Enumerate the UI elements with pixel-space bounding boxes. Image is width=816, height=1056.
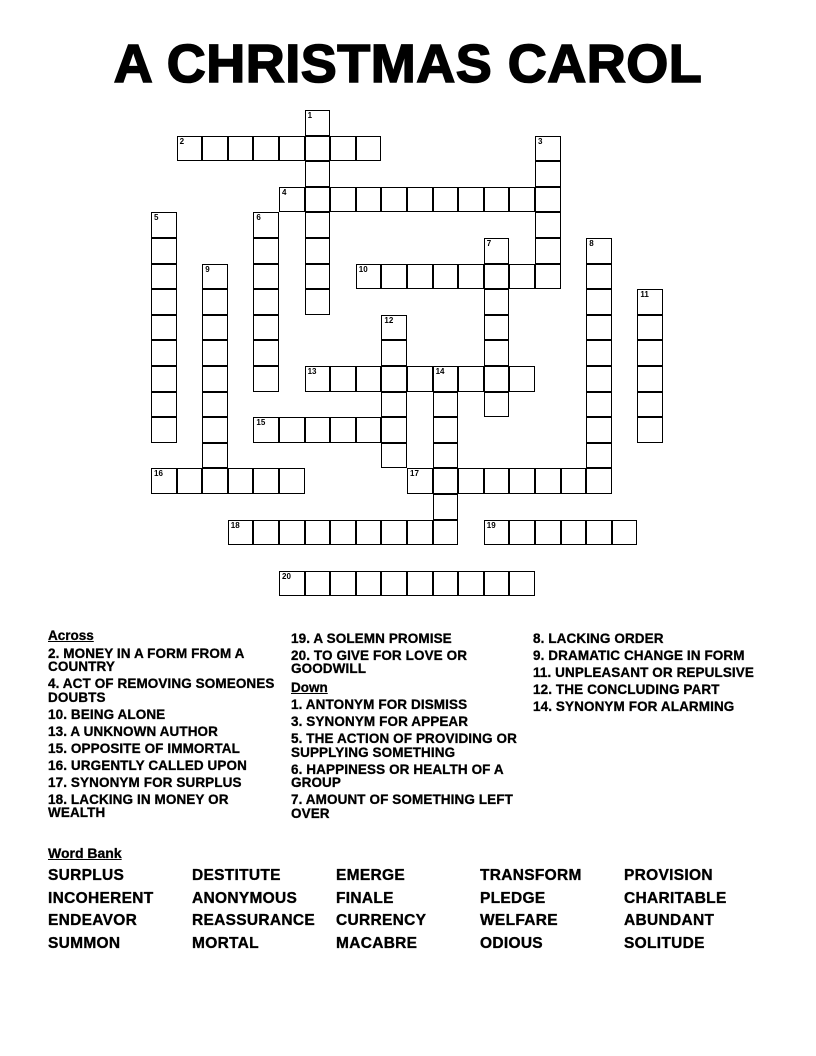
grid-cell[interactable] <box>253 520 279 546</box>
grid-cell[interactable] <box>535 212 561 238</box>
clue-item: 18. LACKING IN MONEY OR WEALTH <box>48 791 229 820</box>
grid-cell[interactable] <box>407 520 433 546</box>
grid-cell[interactable] <box>202 264 228 290</box>
grid-cell[interactable] <box>637 392 663 418</box>
grid-cell[interactable] <box>586 392 612 418</box>
clue-item: 15. OPPOSITE OF IMMORTAL <box>48 740 240 756</box>
word-bank-word: MORTAL <box>192 934 259 952</box>
grid-cell[interactable] <box>305 212 331 238</box>
clue-item: 19. A SOLEMN PROMISE <box>291 630 452 646</box>
clue-item: 1. ANTONYM FOR DISMISS <box>291 697 468 712</box>
grid-cell[interactable] <box>279 571 305 597</box>
word-bank-word: CHARITABLE <box>624 889 727 907</box>
grid-cell[interactable] <box>407 571 433 597</box>
clue-number: 9 <box>205 264 210 274</box>
clue-item: 16. URGENTLY CALLED UPON <box>48 757 247 773</box>
word-bank-word: DESTITUTE <box>192 867 281 884</box>
grid-cell[interactable] <box>381 187 407 213</box>
grid-cell[interactable] <box>586 264 612 290</box>
grid-cell[interactable] <box>509 571 535 597</box>
grid-cell[interactable] <box>305 366 331 392</box>
grid-cell[interactable] <box>305 417 331 443</box>
clue-item: 14. SYNONYM FOR ALARMING <box>533 698 735 714</box>
word-bank-word: SURPLUS <box>48 867 125 884</box>
word-bank-word: FINALE <box>336 889 394 907</box>
grid-cell[interactable] <box>433 468 459 494</box>
grid-cell[interactable] <box>535 161 561 187</box>
grid-cell[interactable] <box>484 315 510 341</box>
grid-cell[interactable] <box>151 417 177 443</box>
clue-item: 17. SYNONYM FOR SURPLUS <box>48 774 242 790</box>
grid-cell[interactable] <box>202 289 228 315</box>
grid-cell[interactable] <box>177 468 203 494</box>
grid-cell[interactable] <box>433 392 459 418</box>
grid-cell[interactable] <box>586 340 612 366</box>
grid-cell[interactable] <box>202 136 228 162</box>
grid-cell[interactable] <box>253 315 279 341</box>
clue-number: 19 <box>486 520 496 530</box>
word-bank-word: ODIOUS <box>480 934 543 952</box>
clue-number: 10 <box>358 264 368 274</box>
grid-cell[interactable] <box>433 366 459 392</box>
grid-cell[interactable] <box>637 315 663 341</box>
grid-cell[interactable] <box>202 315 228 341</box>
grid-cell[interactable] <box>381 264 407 290</box>
grid-cell[interactable] <box>279 468 305 494</box>
grid-cell[interactable] <box>509 520 535 546</box>
grid-cell[interactable] <box>484 392 510 418</box>
grid-cell[interactable] <box>177 136 203 162</box>
clue-item: 5. THE ACTION OF PROVIDING OR SUPPLYING SOMETHING <box>291 731 517 760</box>
grid-cell[interactable] <box>458 264 484 290</box>
grid-cell[interactable] <box>535 136 561 162</box>
grid-cell[interactable] <box>330 571 356 597</box>
grid-cell[interactable] <box>535 520 561 546</box>
clue-heading: Down <box>291 679 328 695</box>
grid-cell[interactable] <box>509 468 535 494</box>
grid-cell[interactable] <box>509 264 535 290</box>
grid-cell[interactable] <box>484 238 510 264</box>
grid-cell[interactable] <box>561 520 587 546</box>
clue-number: 18 <box>230 520 240 530</box>
grid-cell[interactable] <box>202 443 228 469</box>
clue-number: 16 <box>154 469 163 479</box>
clue-item: 20. TO GIVE FOR LOVE OR GOODWILL <box>291 647 468 676</box>
grid-cell[interactable] <box>535 468 561 494</box>
grid-cell[interactable] <box>228 520 254 546</box>
grid-cell[interactable] <box>407 468 433 494</box>
grid-cell[interactable] <box>253 212 279 238</box>
clue-item: 13. A UNKNOWN AUTHOR <box>48 723 218 739</box>
clue-number: 6 <box>256 213 261 223</box>
word-bank-word: SUMMON <box>48 934 121 952</box>
grid-cell[interactable] <box>330 187 356 213</box>
word-bank-word: SOLITUDE <box>624 934 705 952</box>
grid-cell[interactable] <box>279 187 305 213</box>
clue-item: 2. MONEY IN A FORM FROM A COUNTRY <box>48 645 245 674</box>
grid-cell[interactable] <box>586 443 612 469</box>
grid-cell[interactable] <box>381 571 407 597</box>
clue-number: 2 <box>179 136 185 146</box>
grid-cell[interactable] <box>151 289 177 315</box>
word-bank-word: TRANSFORM <box>480 867 582 884</box>
grid-cell[interactable] <box>509 187 535 213</box>
clue-item: 7. AMOUNT OF SOMETHING LEFT OVER <box>291 792 513 821</box>
grid-cell[interactable] <box>356 571 382 597</box>
clue-number: 20 <box>282 571 291 581</box>
grid-cell[interactable] <box>330 136 356 162</box>
grid-cell[interactable] <box>433 187 459 213</box>
grid-cell[interactable] <box>381 366 407 392</box>
clue-number: 13 <box>307 367 317 376</box>
grid-cell[interactable] <box>151 264 177 290</box>
word-bank-word: ENDEAVOR <box>48 912 138 929</box>
clue-number: 11 <box>640 290 649 300</box>
grid-cell[interactable] <box>381 443 407 469</box>
grid-cell[interactable] <box>356 264 382 290</box>
clue-item: 9. DRAMATIC CHANGE IN FORM <box>533 647 745 663</box>
clue-item: 10. BEING ALONE <box>48 706 166 722</box>
grid-cell[interactable] <box>586 366 612 392</box>
grid-cell[interactable] <box>586 417 612 443</box>
grid-cell[interactable] <box>356 366 382 392</box>
grid-cell[interactable] <box>305 110 331 136</box>
clue-number: 3 <box>538 136 543 146</box>
grid-cell[interactable] <box>151 366 177 392</box>
grid-cell[interactable] <box>279 417 305 443</box>
grid-cell[interactable] <box>253 417 279 443</box>
grid-cell[interactable] <box>458 187 484 213</box>
grid-cell[interactable] <box>151 392 177 418</box>
grid-cell[interactable] <box>151 238 177 264</box>
grid-cell[interactable] <box>586 468 612 494</box>
grid-cell[interactable] <box>458 468 484 494</box>
grid-cell[interactable] <box>484 468 510 494</box>
word-bank-word: MACABRE <box>336 934 418 952</box>
grid-cell[interactable] <box>356 417 382 443</box>
clue-item: 12. THE CONCLUDING PART <box>533 681 720 697</box>
clue-item: 8. LACKING ORDER <box>533 630 664 646</box>
grid-cell[interactable] <box>484 520 510 546</box>
grid-cell[interactable] <box>202 392 228 418</box>
grid-cell[interactable] <box>330 366 356 392</box>
grid-cell[interactable] <box>433 571 459 597</box>
grid-cell[interactable] <box>356 187 382 213</box>
clue-number: 15 <box>256 418 266 428</box>
grid-cell[interactable] <box>253 468 279 494</box>
grid-cell[interactable] <box>202 468 228 494</box>
clue-number: 14 <box>435 367 445 376</box>
grid-cell[interactable] <box>381 417 407 443</box>
grid-cell[interactable] <box>305 238 331 264</box>
grid-cell[interactable] <box>407 264 433 290</box>
clue-heading: Across <box>48 628 94 643</box>
clue-item: 4. ACT OF REMOVING SOMEONES DOUBTS <box>48 676 275 705</box>
grid-cell[interactable] <box>381 340 407 366</box>
grid-cell[interactable] <box>151 315 177 341</box>
word-bank-word: ABUNDANT <box>624 912 715 929</box>
grid-cell[interactable] <box>484 264 510 290</box>
grid-cell[interactable] <box>305 161 331 187</box>
clue-number: 1 <box>307 111 313 120</box>
word-bank-heading: Word Bank <box>48 845 122 861</box>
grid-cell[interactable] <box>484 571 510 597</box>
grid-cell[interactable] <box>433 520 459 546</box>
grid-cell[interactable] <box>586 315 612 341</box>
grid-cell[interactable] <box>535 187 561 213</box>
grid-cell[interactable] <box>279 136 305 162</box>
grid-cell[interactable] <box>253 289 279 315</box>
grid-cell[interactable] <box>561 468 587 494</box>
word-bank-word: PROVISION <box>624 867 713 884</box>
grid-cell[interactable] <box>433 443 459 469</box>
clue-column-2 <box>291 628 521 820</box>
grid-cell[interactable] <box>637 417 663 443</box>
clue-item: 3. SYNONYM FOR APPEAR <box>291 714 469 729</box>
word-bank-word: INCOHERENT <box>48 889 154 907</box>
clue-column-3 <box>533 628 763 713</box>
grid-cell[interactable] <box>356 136 382 162</box>
grid-cell[interactable] <box>381 315 407 341</box>
grid-cell[interactable] <box>202 366 228 392</box>
grid-cell[interactable] <box>433 417 459 443</box>
clue-number: 4 <box>282 187 287 197</box>
grid-cell[interactable] <box>612 520 638 546</box>
grid-cell[interactable] <box>509 366 535 392</box>
grid-cell[interactable] <box>305 520 331 546</box>
grid-cell[interactable] <box>433 264 459 290</box>
grid-cell[interactable] <box>458 366 484 392</box>
clue-number: 8 <box>589 239 594 248</box>
clue-item: 11. UNPLEASANT OR REPULSIVE <box>533 664 754 680</box>
grid-cell[interactable] <box>279 520 305 546</box>
grid-cell[interactable] <box>586 520 612 546</box>
grid-cell[interactable] <box>356 520 382 546</box>
grid-cell[interactable] <box>535 238 561 264</box>
word-bank-word: PLEDGE <box>480 889 546 907</box>
grid-cell[interactable] <box>202 417 228 443</box>
grid-cell[interactable] <box>484 187 510 213</box>
grid-cell[interactable] <box>330 520 356 546</box>
grid-cell[interactable] <box>253 340 279 366</box>
grid-cell[interactable] <box>458 571 484 597</box>
grid-cell[interactable] <box>253 264 279 290</box>
grid-cell[interactable] <box>228 136 254 162</box>
puzzle-title: A CHRISTMAS CAROL <box>113 34 703 94</box>
grid-cell[interactable] <box>637 289 663 315</box>
grid-cell[interactable] <box>381 520 407 546</box>
grid-cell[interactable] <box>305 571 331 597</box>
word-bank-word: ANONYMOUS <box>192 889 298 907</box>
grid-cell[interactable] <box>586 289 612 315</box>
grid-cell[interactable] <box>253 136 279 162</box>
grid-cell[interactable] <box>151 212 177 238</box>
grid-cell[interactable] <box>381 392 407 418</box>
grid-cell[interactable] <box>484 366 510 392</box>
clue-number: 7 <box>486 239 492 248</box>
grid-cell[interactable] <box>637 366 663 392</box>
grid-cell[interactable] <box>433 494 459 520</box>
word-bank-word: REASSURANCE <box>192 912 316 929</box>
grid-cell[interactable] <box>305 289 331 315</box>
word-bank-word: EMERGE <box>336 867 405 884</box>
grid-cell[interactable] <box>535 264 561 290</box>
grid-cell[interactable] <box>407 187 433 213</box>
grid-cell[interactable] <box>407 366 433 392</box>
grid-cell[interactable] <box>484 340 510 366</box>
word-bank-word: CURRENCY <box>336 912 427 929</box>
grid-cell[interactable] <box>151 340 177 366</box>
grid-cell[interactable] <box>586 238 612 264</box>
grid-cell[interactable] <box>253 366 279 392</box>
clue-number: 5 <box>154 213 159 223</box>
word-bank-word: WELFARE <box>480 912 558 929</box>
clue-item: 6. HAPPINESS OR HEALTH OF A GROUP <box>291 761 504 790</box>
grid-cell[interactable] <box>253 238 279 264</box>
grid-cell[interactable] <box>330 417 356 443</box>
grid-cell[interactable] <box>305 136 331 162</box>
grid-cell[interactable] <box>484 289 510 315</box>
clue-number: 12 <box>384 315 394 325</box>
grid-cell[interactable] <box>202 340 228 366</box>
word-bank <box>48 845 788 952</box>
grid-cell[interactable] <box>305 264 331 290</box>
grid-cell[interactable] <box>637 340 663 366</box>
grid-cell[interactable] <box>151 468 177 494</box>
clue-number: 17 <box>410 469 419 479</box>
clue-column-1 <box>48 628 278 820</box>
grid-cell[interactable] <box>228 468 254 494</box>
grid-cell[interactable] <box>305 187 331 213</box>
